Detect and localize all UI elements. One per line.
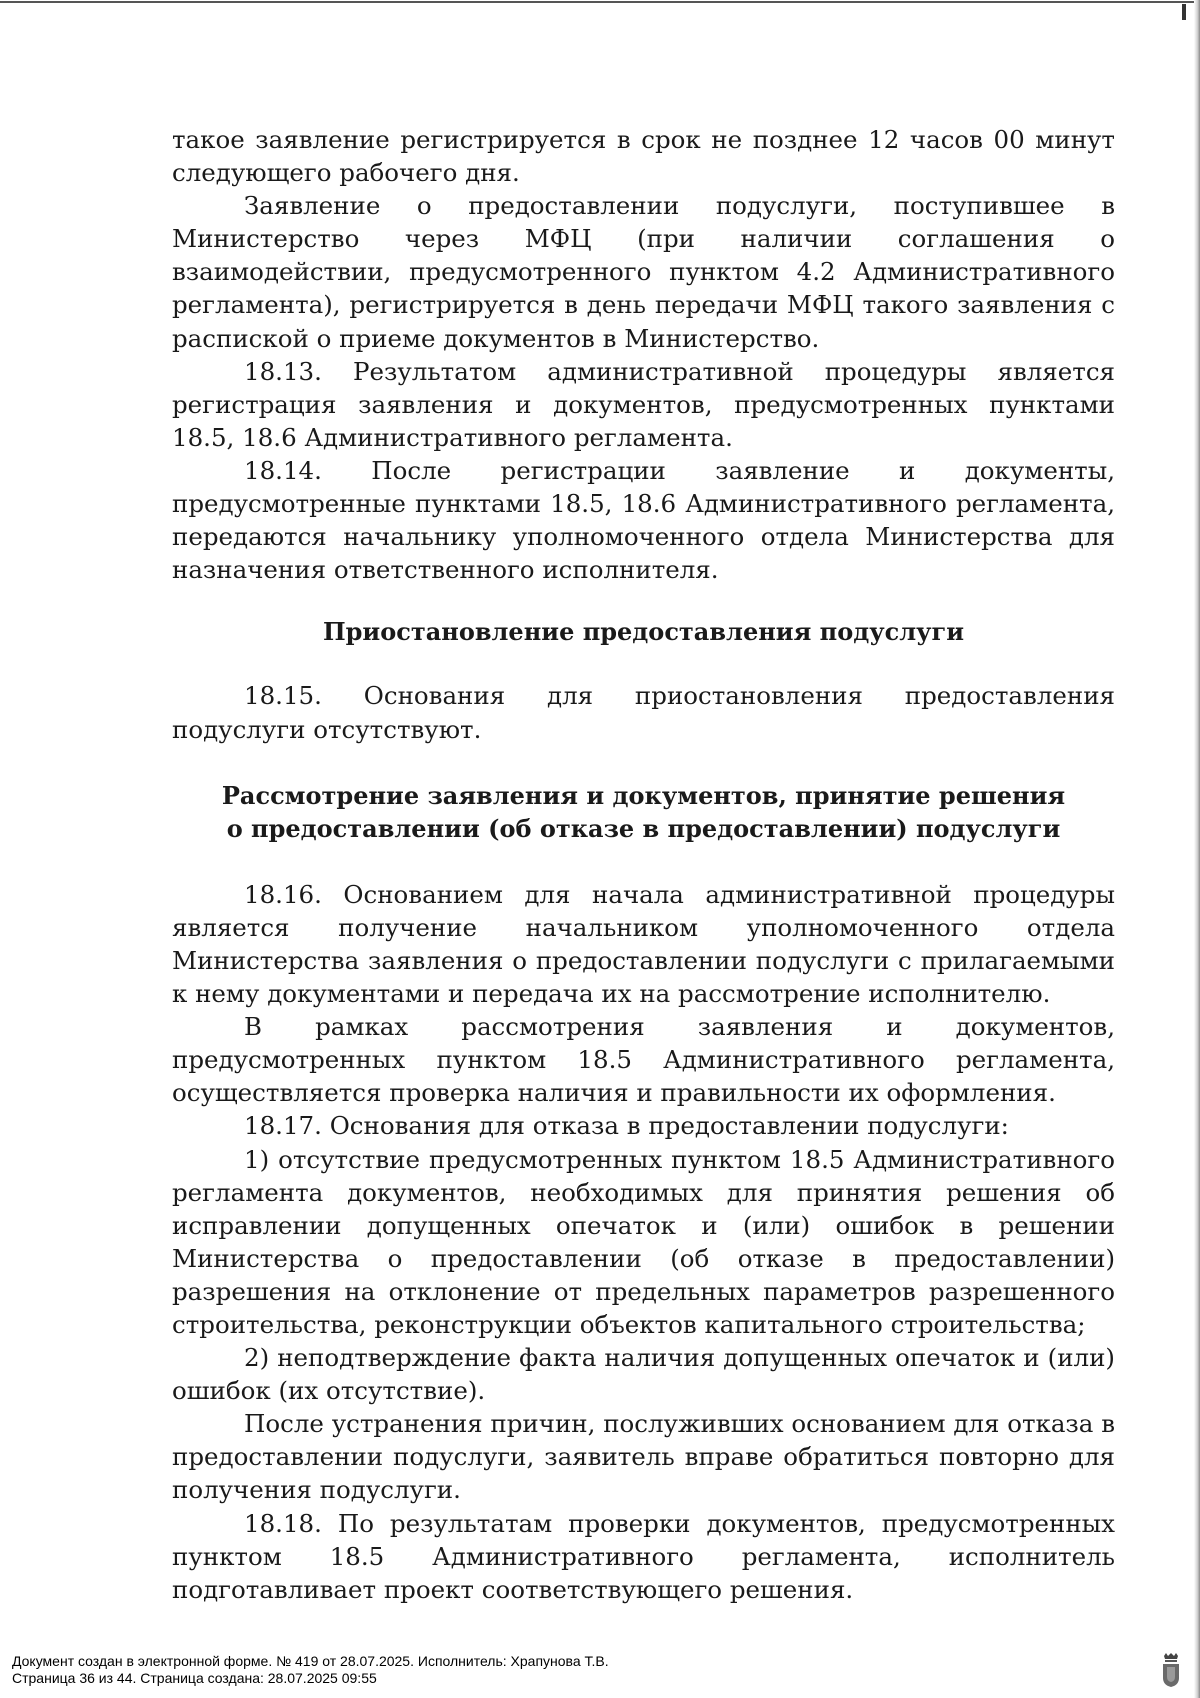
paragraph: В рамках рассмотрения заявления и документов, предусмотренных пунктом 18.5 Административного регламента, осуществляется проверка наличия и правильности их оформления. (172, 1012, 1115, 1108)
section-heading (172, 779, 1115, 845)
paragraph: 18.14. После регистрации заявление и документы, предусмотренные пунктами 18.5, 18.6 Административного регламента, передаются начальнику уполномоченного отдела Министерства для назначения ответственного исполнителя. (172, 455, 1115, 585)
paragraph: 18.15. Основания для приостановления предоставления подуслуги отсутствуют. (172, 681, 1115, 744)
paragraph: 18.18. По результатам проверки документов, предусмотренных пунктом 18.5 Административного регламента, исполнитель подготавливает проект соответствующего решения. (172, 1508, 1115, 1604)
section-heading-line: о предоставлении (об отказе в предоставлении) подуслуги (226, 813, 1061, 843)
paragraph: 18.13. Результатом административной процедуры является регистрация заявления и документов, предусмотренных пунктами 18.5, 18.6 Административного регламента. (172, 356, 1115, 452)
paragraph: Заявление о предоставлении подуслуги, поступившее в Министерство через МФЦ (при наличии соглашения о взаимодействии, предусмотренного пунктом 4.2 Административного регламента), регистрируется в день передачи МФЦ такого заявления с распиской о приеме документов в Министерство. (172, 191, 1115, 353)
footer-line: Документ создан в электронной форме. № 419 от 28.07.2025. Исполнитель: Храпунова Т.В. (12, 1653, 609, 1669)
section-heading: Приостановление предоставления подуслуги (322, 617, 965, 647)
document-body (172, 123, 1115, 1606)
section-heading-line: Рассмотрение заявления и документов, принятие решения (221, 780, 1066, 810)
document-footer (12, 1653, 609, 1687)
list-item: 1) отсутствие предусмотренных пунктом 18.5 Административного регламента документов, необходимых для принятия решения об исправлении допущенных опечаток и (или) ошибок в решении Министерства о предоставлении (об отказе в предоставлении) разрешения на отклонение от предельных параметров разрешенного строительства, реконструкции объектов капитального строительства; (172, 1144, 1115, 1339)
paragraph: После устранения причин, послуживших основанием для отказа в предоставлении подуслуги, заявитель вправе обратиться повторно для получения подуслуги. (172, 1409, 1115, 1505)
footer-line: Страница 36 из 44. Страница создана: 28.07.2025 09:55 (12, 1670, 377, 1686)
paragraph: такое заявление регистрируется в срок не позднее 12 часов 00 минут следующего рабочего дня. (172, 125, 1115, 188)
paragraph: 18.16. Основанием для начала административной процедуры является получение начальником уполномоченного отдела Министерства заявления о предоставлении подуслуги с прилагаемыми к нему документами и передача их на рассмотрение исполнителю. (172, 879, 1115, 1009)
scan-mark (1182, 4, 1186, 20)
scan-edge-top (0, 1, 1200, 3)
scan-edge-right (1194, 0, 1200, 1698)
coat-of-arms-icon (1160, 1652, 1182, 1688)
list-item: 2) неподтверждение факта наличия допущенных опечаток и (или) ошибок (их отсутствие). (172, 1343, 1115, 1406)
paragraph: 18.17. Основания для отказа в предоставлении подуслуги: (244, 1111, 1009, 1141)
